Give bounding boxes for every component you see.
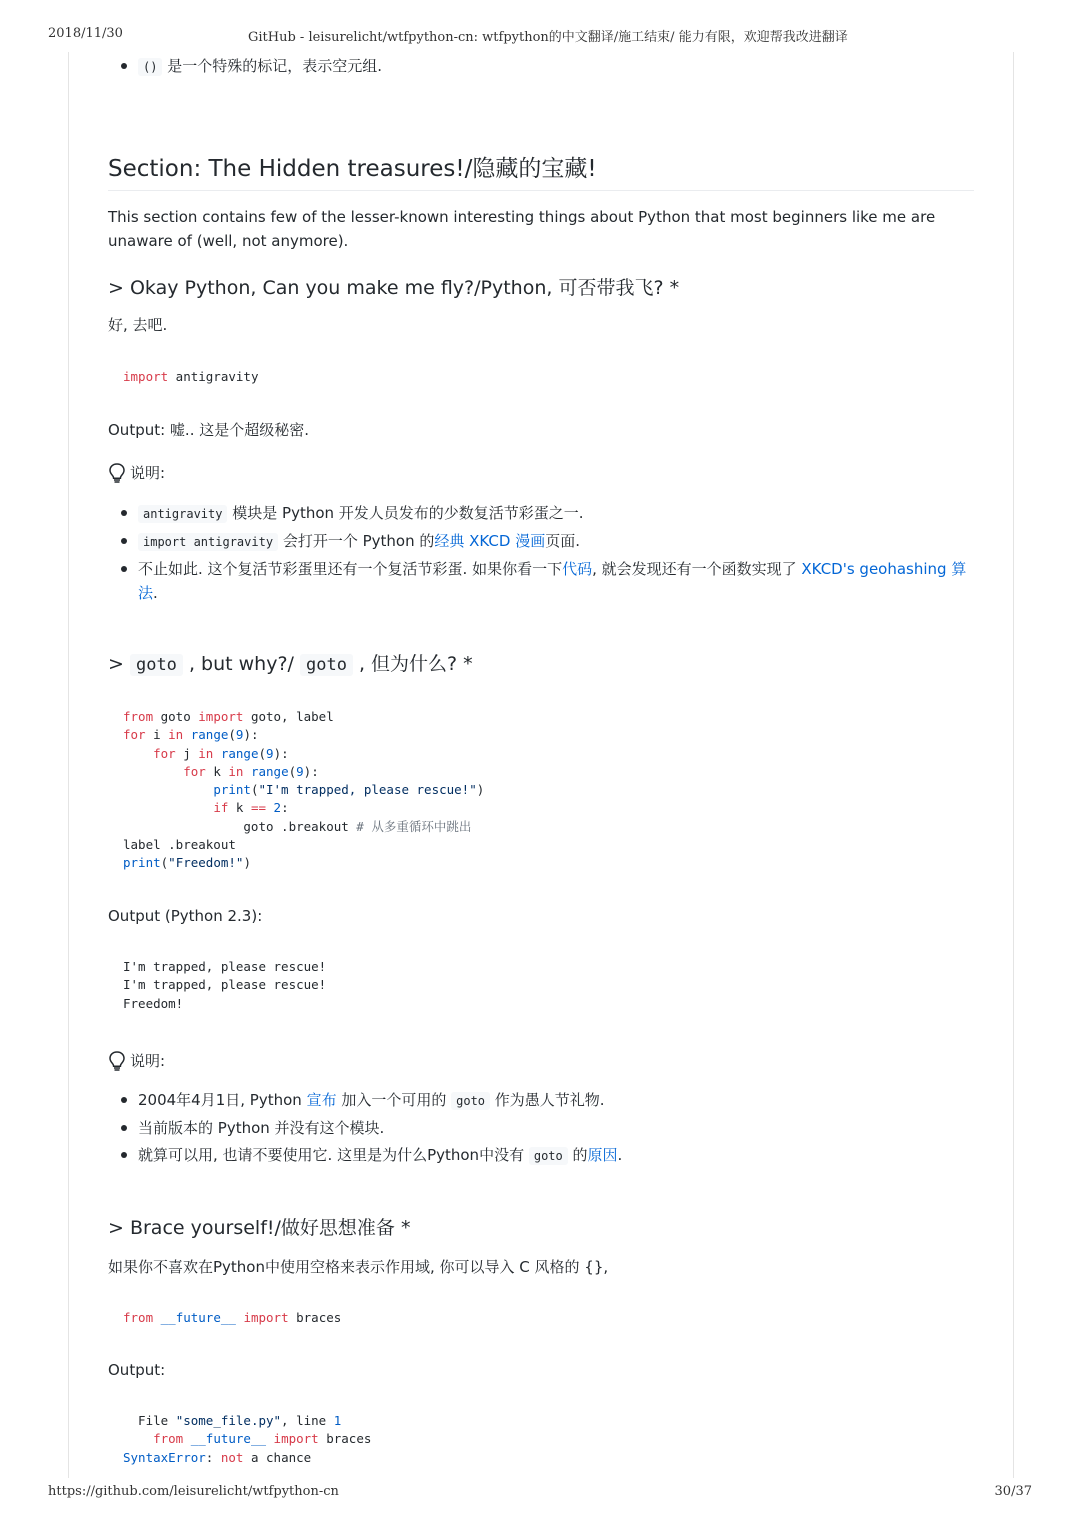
goto-heading: > goto , but why?/ goto , 但为什么? * xyxy=(108,653,473,675)
fly-note: 说明: xyxy=(108,461,974,485)
list-item: () 是一个特殊的标记，表示空元组. xyxy=(108,54,974,79)
list-item: antigravity 模块是 Python 开发人员发布的少数复活节彩蛋之一. xyxy=(108,501,974,526)
section-heading: Section: The Hidden treasures!/隐藏的宝藏! xyxy=(108,154,974,191)
reason-link[interactable]: 原因 xyxy=(587,1146,618,1164)
inline-code: import antigravity xyxy=(138,533,278,551)
fly-notes-list xyxy=(108,501,974,605)
list-item: 不止如此. 这个复活节彩蛋里还有一个复活节彩蛋. 如果你看一下代码, 就会发现还有一个函数实现了 XKCD's geohashing 算法. xyxy=(108,557,974,605)
code-block-antigravity: import antigravity xyxy=(123,369,259,384)
goto-output-block: I'm trapped, please rescue! I'm trapped, please rescue! Freedom! xyxy=(123,959,327,1011)
goto-output-label: Output (Python 2.3): xyxy=(108,907,263,925)
lightbulb-icon xyxy=(108,462,126,484)
print-footer xyxy=(0,1484,1080,1508)
page-frame-left xyxy=(68,52,69,1478)
print-header xyxy=(0,26,1080,50)
print-page-title: GitHub - leisurelicht/wtfpython-cn: wtfpython的中文翻译/施工结束/ 能力有限，欢迎帮我改进翻译 xyxy=(248,30,848,45)
fly-heading: > Okay Python, Can you make me fly?/Python, 可否带我飞? * xyxy=(108,277,680,299)
print-url: https://github.com/leisurelicht/wtfpython-cn xyxy=(48,1484,339,1499)
inline-code: antigravity xyxy=(138,505,227,523)
inline-code: goto xyxy=(130,654,183,676)
page-frame-right xyxy=(1013,52,1014,1478)
inline-code: () xyxy=(138,58,162,76)
list-item: 就算可以用, 也请不要使用它. 这里是为什么Python中没有 goto 的原因. xyxy=(108,1143,974,1168)
inline-code: goto xyxy=(529,1147,568,1165)
brace-output-block: File "some_file.py", line 1 from __future__ import braces SyntaxError: not a chance xyxy=(123,1413,372,1465)
geohashing-link[interactable]: XKCD's geohashing 算法 xyxy=(138,560,967,602)
code-block-braces: from __future__ import braces xyxy=(123,1310,342,1325)
list-item: import antigravity 会打开一个 Python 的经典 XKCD 漫画页面. xyxy=(108,529,974,554)
inline-code: goto xyxy=(300,654,353,676)
brace-lead: 如果你不喜欢在Python中使用空格来表示作用域, 你可以导入 C 风格的 {}, xyxy=(108,1258,609,1276)
xkcd-comic-link[interactable]: 经典 XKCD 漫画 xyxy=(434,532,546,550)
lightbulb-icon xyxy=(108,1050,126,1072)
goto-notes-list xyxy=(108,1088,974,1168)
source-code-link[interactable]: 代码 xyxy=(562,560,593,578)
fly-lead: 好, 去吧. xyxy=(108,316,168,334)
announcement-link[interactable]: 宣布 xyxy=(306,1091,337,1109)
section-intro: This section contains few of the lesser-known interesting things about Python that most beginners like me are unaware of (well, not anymore). xyxy=(108,208,936,250)
fly-output: Output: 嘘.. 这是个超级秘密. xyxy=(108,421,309,439)
brace-output-label: Output: xyxy=(108,1361,166,1379)
inline-code: goto xyxy=(451,1092,490,1110)
print-page-number: 30/37 xyxy=(994,1484,1032,1499)
list-item: 2004年4月1日, Python 宣布 加入一个可用的 goto 作为愚人节礼物. xyxy=(108,1088,974,1113)
goto-note: 说明: xyxy=(108,1049,974,1073)
print-date: 2018/11/30 xyxy=(48,26,123,41)
code-block-goto: from goto import goto, label for i in range(9): for j in range(9): for k in range(9): print("I'm trapped, please rescue!") if k == 2: goto .breakout # 从多重循环中跳出 label .breakout print("Freedom!") xyxy=(123,709,485,871)
top-bullet-list xyxy=(108,54,974,79)
list-item: 当前版本的 Python 并没有这个模块. xyxy=(108,1116,974,1140)
brace-heading: > Brace yourself!/做好思想准备 * xyxy=(108,1217,411,1239)
